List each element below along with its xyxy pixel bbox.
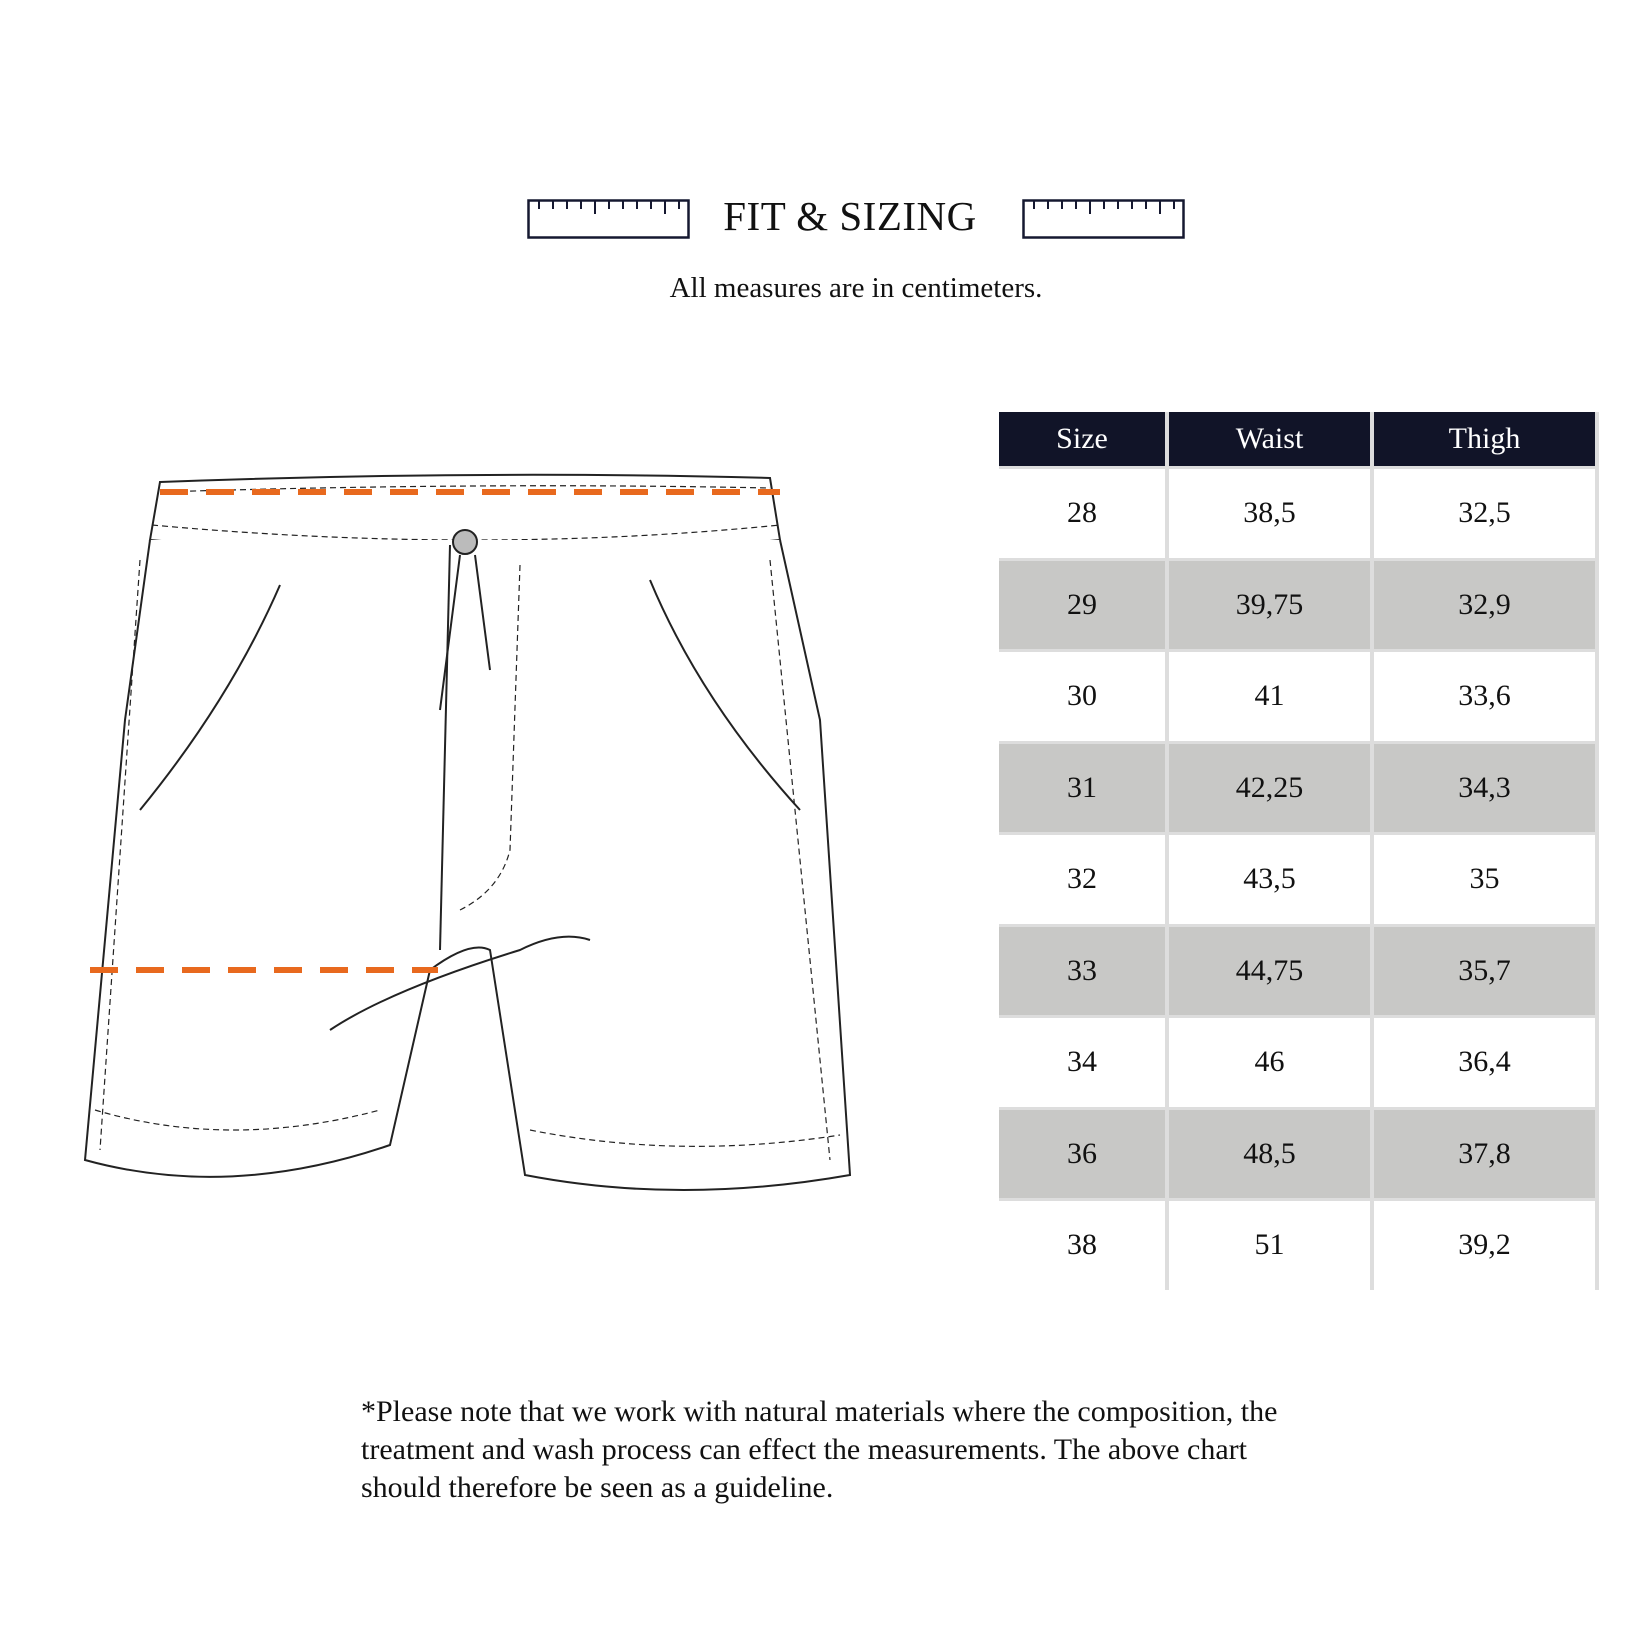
table-row [999, 558, 1599, 650]
table-row [999, 1015, 1599, 1107]
table-row [999, 1107, 1599, 1199]
shorts-illustration [80, 470, 860, 1210]
waist-cell: 43,5 [1169, 832, 1374, 924]
size-cell: 36 [999, 1107, 1169, 1199]
note-line: should therefore be seen as a guideline. [361, 1471, 834, 1504]
table-row [999, 924, 1599, 1016]
header-size: Size [999, 412, 1169, 466]
table-header [999, 412, 1599, 466]
waist-cell: 46 [1169, 1015, 1374, 1107]
thigh-cell: 34,3 [1374, 741, 1599, 833]
thigh-cell: 39,2 [1374, 1198, 1599, 1290]
ruler-icon-left [527, 199, 690, 239]
note-line: treatment and wash process can effect the measurements. The above chart [361, 1433, 1248, 1466]
thigh-cell: 37,8 [1374, 1107, 1599, 1199]
thigh-cell: 35,7 [1374, 924, 1599, 1016]
thigh-cell: 32,9 [1374, 558, 1599, 650]
thigh-cell: 33,6 [1374, 649, 1599, 741]
table-row [999, 832, 1599, 924]
waist-cell: 39,75 [1169, 558, 1374, 650]
size-cell: 32 [999, 832, 1169, 924]
waist-cell: 38,5 [1169, 466, 1374, 558]
waist-cell: 51 [1169, 1198, 1374, 1290]
note-line: *Please note that we work with natural materials where the composition, the [361, 1395, 1278, 1428]
size-cell: 34 [999, 1015, 1169, 1107]
disclaimer-note [361, 1393, 1361, 1507]
size-table [999, 412, 1599, 1290]
header-thigh: Thigh [1374, 412, 1599, 466]
size-cell: 38 [999, 1198, 1169, 1290]
table-row [999, 649, 1599, 741]
header-waist: Waist [1169, 412, 1374, 466]
waist-cell: 48,5 [1169, 1107, 1374, 1199]
waist-cell: 42,25 [1169, 741, 1374, 833]
thigh-cell: 35 [1374, 832, 1599, 924]
waist-cell: 44,75 [1169, 924, 1374, 1016]
size-cell: 33 [999, 924, 1169, 1016]
table-row [999, 466, 1599, 558]
thigh-cell: 36,4 [1374, 1015, 1599, 1107]
table-row [999, 741, 1599, 833]
size-cell: 31 [999, 741, 1169, 833]
thigh-cell: 32,5 [1374, 466, 1599, 558]
size-cell: 30 [999, 649, 1169, 741]
size-cell: 28 [999, 466, 1169, 558]
page-title: FIT & SIZING [723, 193, 977, 239]
table-row [999, 1198, 1599, 1290]
ruler-icon-right [1022, 199, 1185, 239]
size-cell: 29 [999, 558, 1169, 650]
waist-cell: 41 [1169, 649, 1374, 741]
subtitle: All measures are in centimeters. [669, 272, 1043, 304]
